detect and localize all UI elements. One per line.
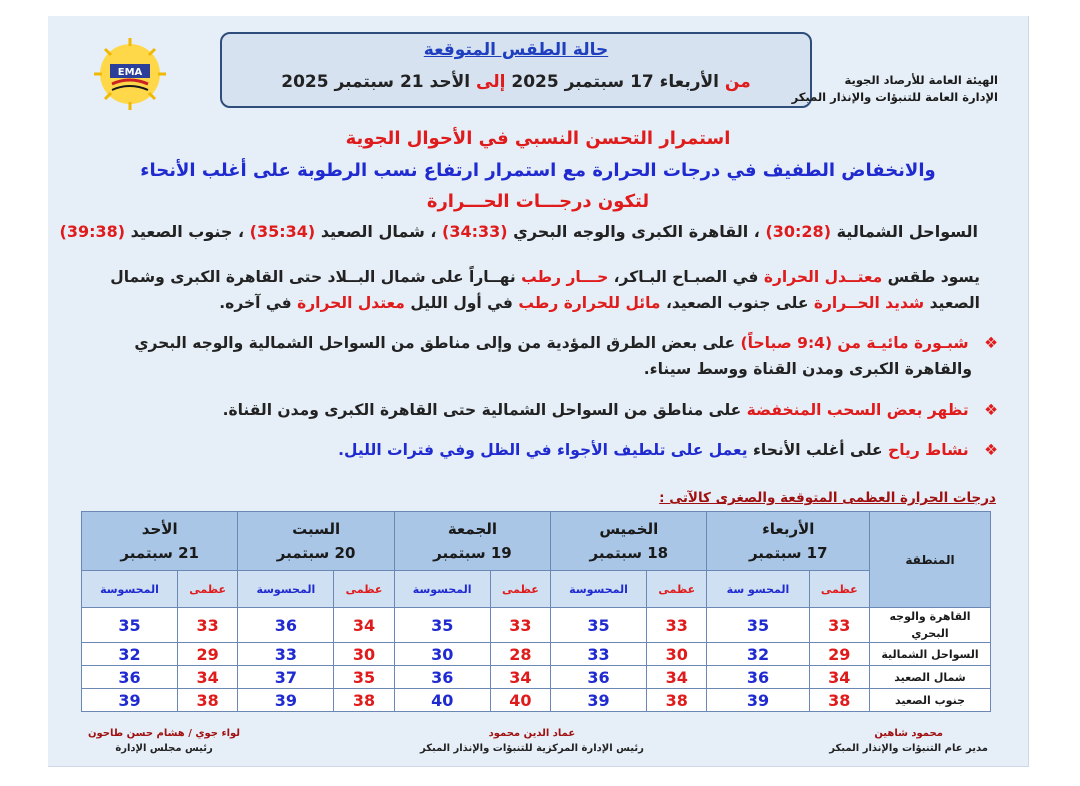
max-temp-cell: 30 — [334, 643, 395, 666]
feels-like-cell: 32 — [707, 643, 809, 666]
max-temp-cell: 35 — [334, 666, 395, 689]
day-header: الجمعة 19 سبتمبر — [394, 512, 550, 571]
diamond-bullet-icon: ❖ — [984, 401, 998, 419]
feels-like-cell: 39 — [82, 689, 178, 712]
feels-like-cell: 39 — [707, 689, 809, 712]
signature-block: عماد الدين محمود رئيس الإدارة المركزية للتنبؤات والإنذار المبكر — [420, 728, 644, 754]
max-temp-cell: 29 — [809, 643, 870, 666]
max-temp-cell: 33 — [177, 608, 238, 643]
max-temp-cell: 34 — [809, 666, 870, 689]
table-row — [82, 689, 991, 712]
title-box — [220, 32, 812, 108]
bullet-winds: ❖ نشاط رياح على أغلب الأنحاء يعمل على تلطيف الأجواء في الظل وفي فترات الليل. — [338, 441, 998, 459]
forecast-period: من الأربعاء 17 سبتمبر 2025 إلى الأحد 21 سبتمبر 2025 — [281, 72, 751, 92]
signature-block: لواء جوي / هشام حسن طاحون رئيس مجلس الإدارة — [88, 728, 241, 754]
region-cell: القاهرة والوجه البحري — [870, 608, 991, 643]
day-header: الخميس 18 سبتمبر — [551, 512, 707, 571]
region-cell: السواحل الشمالية — [870, 643, 991, 666]
diamond-bullet-icon: ❖ — [984, 334, 998, 352]
max-temp-cell: 34 — [490, 666, 551, 689]
feels-like-cell: 36 — [238, 608, 334, 643]
headline-3: لتكون درجـــات الحـــرارة — [426, 191, 650, 212]
max-temp-cell: 28 — [490, 643, 551, 666]
region-cell: جنوب الصعيد — [870, 689, 991, 712]
forecast-paragraph: يسود طقس معتــدل الحرارة في الصبـاح البـاكر، حـــار رطب نهــاراً على شمال البــلاد حتى القاهرة الكبرى وشمال الصعيد شديد الحــرارة على جنوب الصعيد، مائل للحرارة رطب في أول الليل معتدل الحرارة في آخره. — [110, 268, 980, 312]
max-temp-cell: 34 — [177, 666, 238, 689]
bullet-fog: ❖ شبـورة مائيـة من (9:4 صباحاً) على بعض الطرق المؤدية من وإلى مناطق من السواحل الشمالية والوجه البحري والقاهرة الكبرى ومدن القناة ووسط سيناء. — [134, 334, 998, 378]
temperature-summary: السواحل الشمالية (30:28) ، القاهرة الكبرى والوجه البحري (34:33) ، شمال الصعيد (35:34) ، جنوب الصعيد (39:38) — [59, 222, 978, 241]
ema-logo — [80, 38, 180, 110]
feels-like-subheader: المحسوسة — [82, 571, 178, 608]
table-caption: درجات الحرارة العظمى المتوقعة والصغرى كالآتى : — [659, 490, 996, 506]
feels-like-cell: 35 — [707, 608, 809, 643]
headline-2: والانخفاض الطفيف في درجات الحرارة مع استمرار ارتفاع نسب الرطوبة على أغلب الأنحاء — [140, 160, 936, 181]
feels-like-subheader: المحسو سة — [707, 571, 809, 608]
signature-block: محمود شاهين مدير عام التنبؤات والإنذار المبكر — [829, 728, 988, 754]
feels-like-cell: 35 — [82, 608, 178, 643]
day-header: السبت 20 سبتمبر — [238, 512, 394, 571]
max-temp-cell: 34 — [334, 608, 395, 643]
max-subheader: عظمى — [646, 571, 707, 608]
region-header: المنطقة — [870, 512, 991, 608]
feels-like-cell: 35 — [394, 608, 490, 643]
max-temp-cell: 38 — [646, 689, 707, 712]
headline-1: استمرار التحسن النسبي في الأحوال الجوية — [345, 128, 731, 149]
max-subheader: عظمى — [809, 571, 870, 608]
feels-like-subheader: المحسوسة — [394, 571, 490, 608]
page-title: حالة الطقس المتوقعة — [423, 40, 609, 60]
organization-name: الهيئة العامة للأرصاد الجوية الإدارة العامة للتنبؤات والإنذار المبكر — [791, 73, 998, 104]
max-temp-cell: 33 — [809, 608, 870, 643]
max-temp-cell: 33 — [646, 608, 707, 643]
logo-text: EMA — [117, 67, 143, 78]
max-temp-cell: 38 — [809, 689, 870, 712]
feels-like-cell: 37 — [238, 666, 334, 689]
feels-like-cell: 35 — [551, 608, 647, 643]
feels-like-cell: 36 — [707, 666, 809, 689]
feels-like-cell: 39 — [551, 689, 647, 712]
table-row — [82, 643, 991, 666]
feels-like-subheader: المحسوسة — [238, 571, 334, 608]
table-row — [82, 608, 991, 643]
feels-like-cell: 32 — [82, 643, 178, 666]
feels-like-cell: 39 — [238, 689, 334, 712]
max-subheader: عظمى — [177, 571, 238, 608]
max-temp-cell: 40 — [490, 689, 551, 712]
max-subheader: عظمى — [490, 571, 551, 608]
feels-like-subheader: المحسوسة — [551, 571, 647, 608]
table-row — [82, 666, 991, 689]
day-header: الأربعاء 17 سبتمبر — [707, 512, 870, 571]
max-temp-cell: 33 — [490, 608, 551, 643]
feels-like-cell: 40 — [394, 689, 490, 712]
max-temp-cell: 30 — [646, 643, 707, 666]
day-header: الأحد 21 سبتمبر — [82, 512, 238, 571]
feels-like-cell: 36 — [394, 666, 490, 689]
region-cell: شمال الصعيد — [870, 666, 991, 689]
feels-like-cell: 33 — [238, 643, 334, 666]
max-temp-cell: 38 — [177, 689, 238, 712]
temperature-table — [81, 511, 991, 712]
feels-like-cell: 36 — [551, 666, 647, 689]
max-temp-cell: 38 — [334, 689, 395, 712]
diamond-bullet-icon: ❖ — [984, 441, 998, 459]
max-temp-cell: 29 — [177, 643, 238, 666]
feels-like-cell: 36 — [82, 666, 178, 689]
max-temp-cell: 34 — [646, 666, 707, 689]
feels-like-cell: 33 — [551, 643, 647, 666]
feels-like-cell: 30 — [394, 643, 490, 666]
bullet-clouds: ❖ تظهر بعض السحب المنخفضة على مناطق من السواحل الشمالية حتى القاهرة الكبرى ومدن القناة. — [222, 401, 998, 419]
max-subheader: عظمى — [334, 571, 395, 608]
forecast-sheet — [48, 16, 1029, 767]
table-body — [82, 608, 991, 712]
